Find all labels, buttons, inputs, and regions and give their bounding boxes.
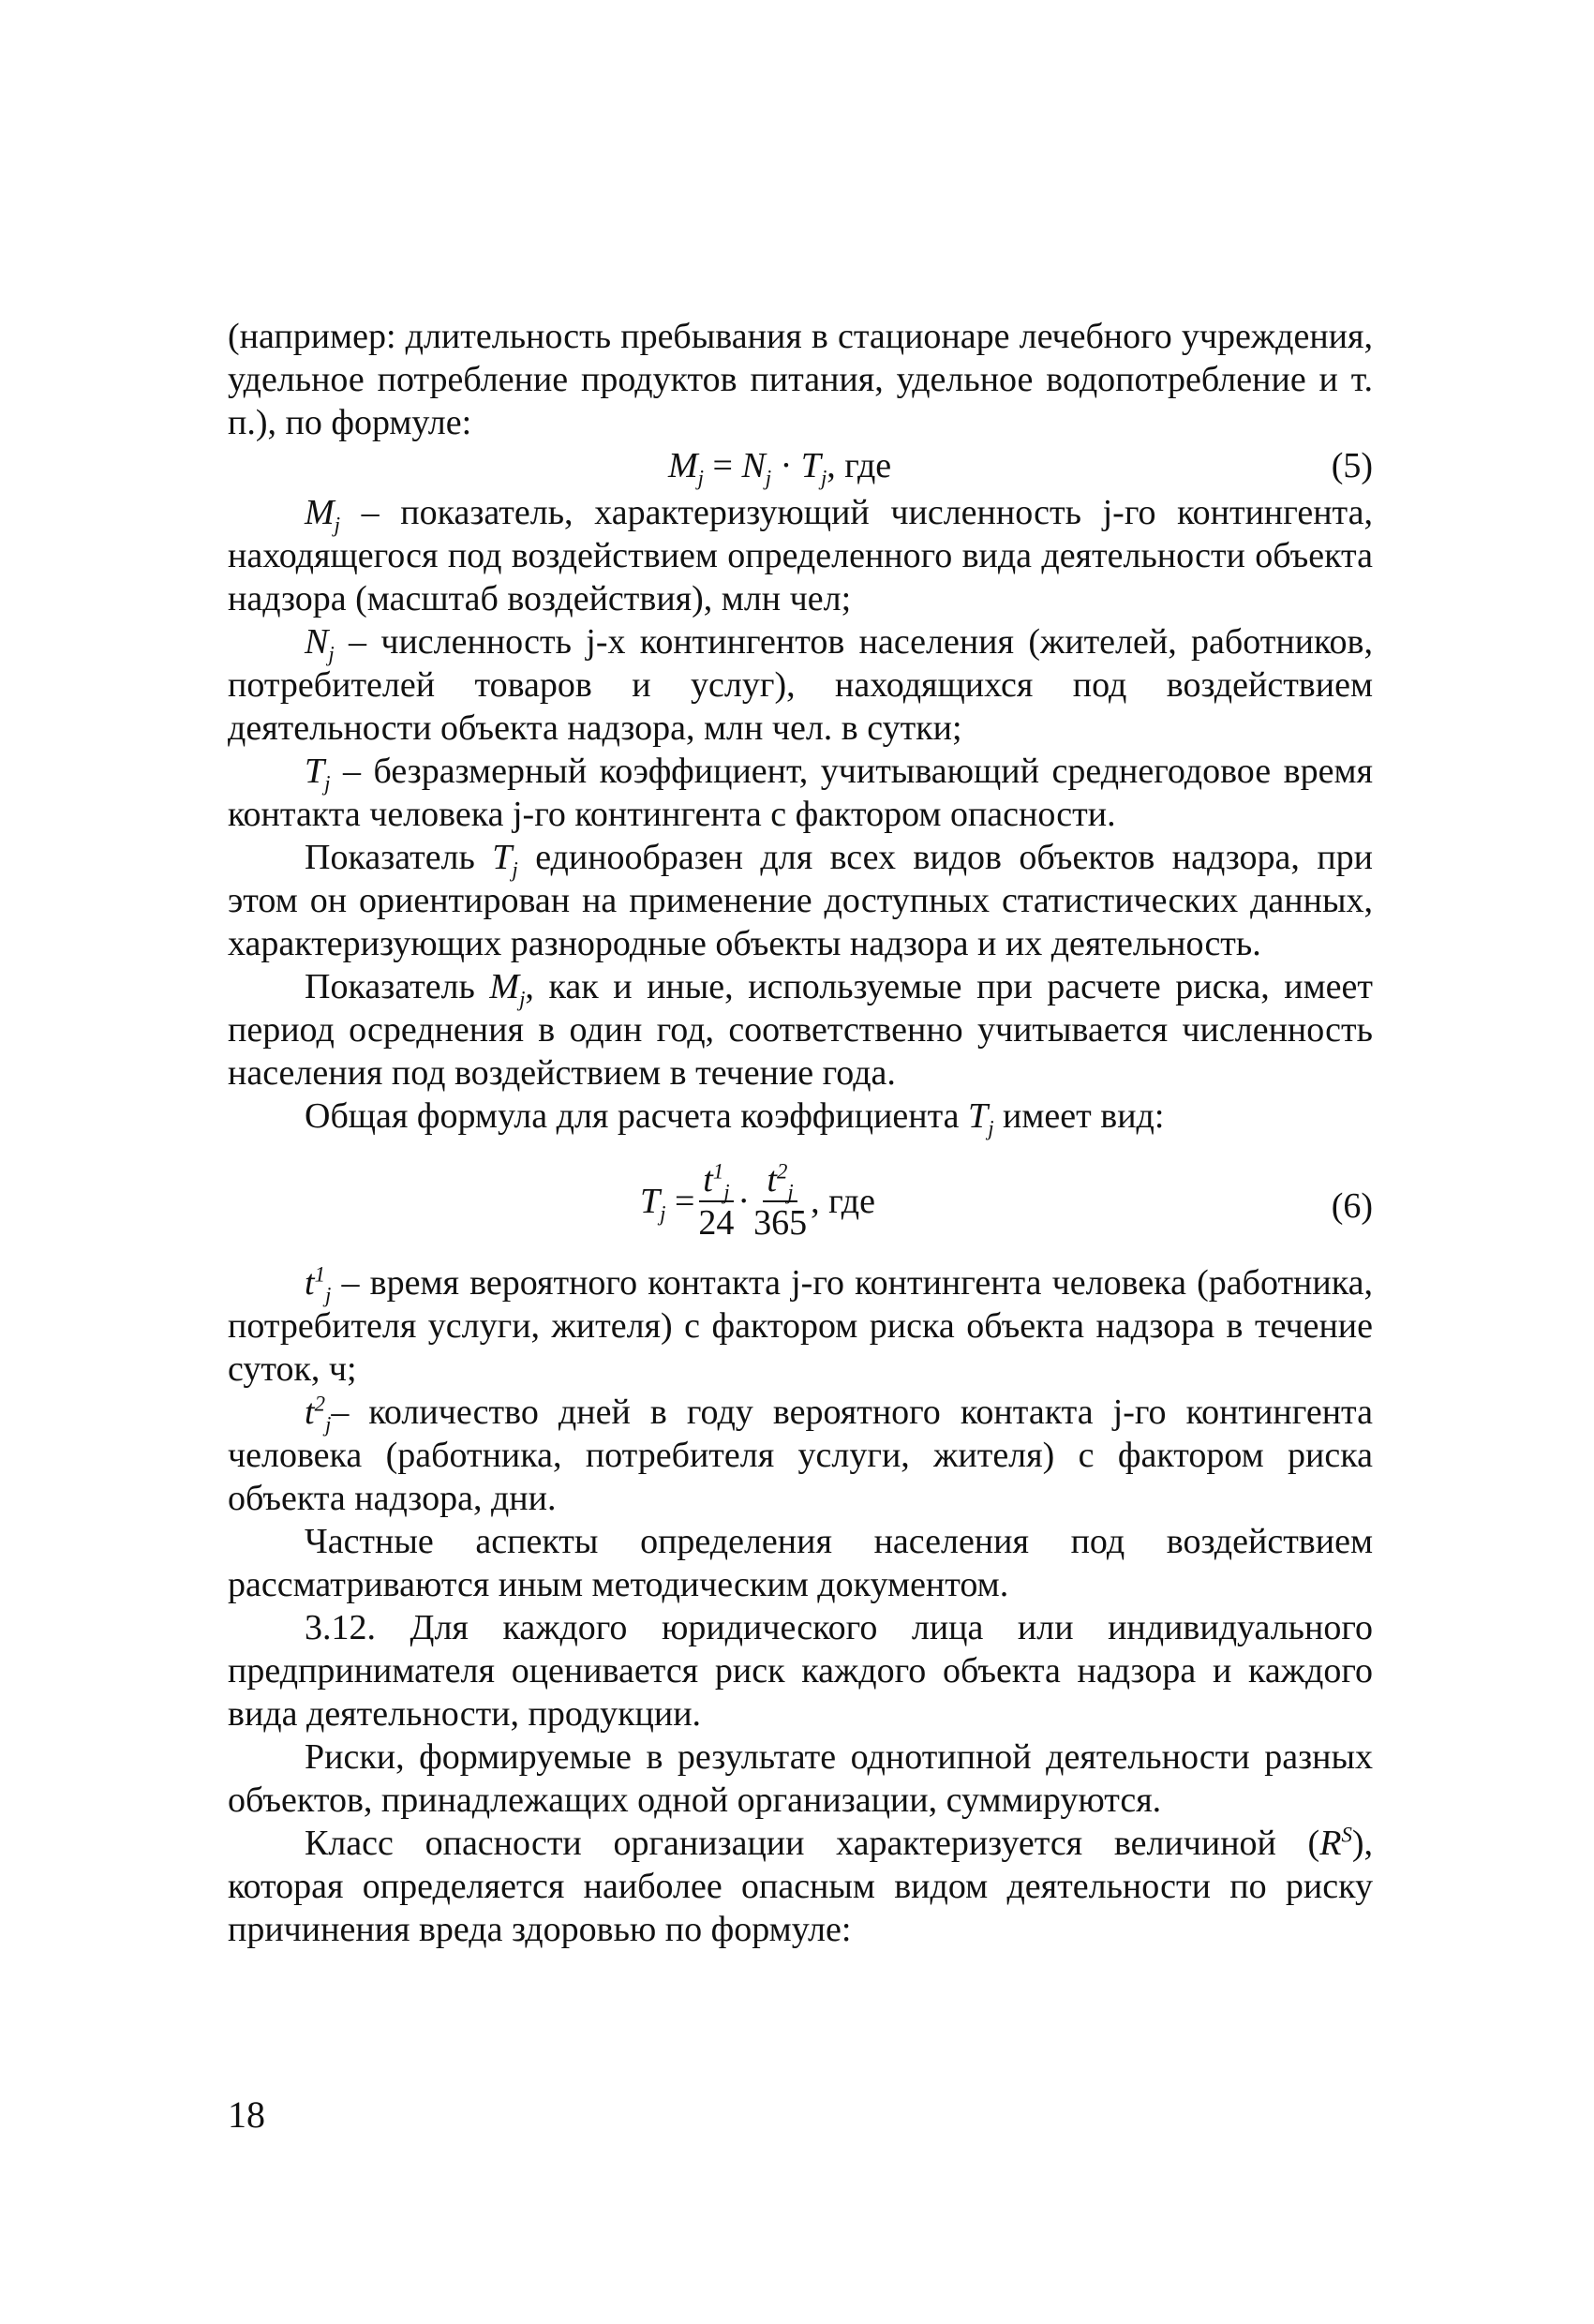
paragraph-mj: Показатель $M_j$, как и иные, используемые при расчете риска, имеет период осреднения в один год, соответственно учитывается численность населения под воздействием в течение года.: [228, 967, 1373, 1093]
fraction-2: $\frac{t^2_j}{365}$: [753, 1159, 808, 1243]
paragraph-general-formula: Общая формула для расчета коэффициента $T_j$ имеет вид:: [305, 1096, 1165, 1140]
formula-5: $M_j = N_j \cdot T_j$, где (5): [668, 446, 1373, 490]
definition-t1: $t^1_j$ – время вероятного контакта j-го контингента человека (работника, потребителя услуги, жителя) с фактором риска объекта надзора в течение суток, ч;: [228, 1262, 1373, 1389]
paragraph-3-12: 3.12. Для каждого юридического лица или индивидуального предпринимателя оценивается риск каждого объекта надзора и каждого вида деятельности, продукции.: [228, 1608, 1373, 1734]
definition-mj: $M_j$ – показатель, характеризующий численность j-го контингента, находящегося под воздействием определенного вида деятельности объекта надзора (масштаб воздействия), млн чел;: [228, 493, 1373, 618]
definition-t2: $t^2_j-$ количество дней в году вероятного контакта j-го контингента человека (работника, потребителя услуги, жителя) с фактором риска объекта надзора, дни.: [228, 1392, 1373, 1518]
paragraph-private-aspects: Частные аспекты определения населения под воздействием рассматриваются иным методическим документом.: [228, 1522, 1373, 1604]
formula-6: $T_j$ = $\frac{t^1_j}{24}$ · $\frac{t^2_j}{365}$ , где (6): [640, 1159, 1373, 1243]
definition-tj: $T_j$ – безразмерный коэффициент, учитывающий среднегодовое время контакта человека j-го контингента с фактором опасности.: [228, 752, 1373, 834]
paragraph-tj: Показатель $T_j$ единообразен для всех видов объектов надзора, при этом он ориентирован на применение доступных статистических данных, характеризующих разнородные объекты надзора и их деятельность.: [228, 838, 1373, 963]
paragraph-intro: (например: длительность пребывания в стационаре лечебного учреждения, удельное потребление продуктов питания, удельное водопотребление и т. п.), по формуле:: [228, 317, 1373, 442]
definition-nj: $N_j$ – численность j-х контингентов населения (жителей, работников, потребителей товаров и услуг), находящихся под воздействием деятельности объекта надзора, млн чел. в сутки;: [228, 622, 1373, 748]
page-number: 18: [228, 2093, 265, 2136]
formula-number-5: (5): [1331, 446, 1373, 485]
fraction-1: $\frac{t^1_j}{24}$: [698, 1159, 735, 1243]
formula-number-6: (6): [1331, 1186, 1373, 1226]
paragraph-risks-sum: Риски, формируемые в результате однотипной деятельности разных объектов, принадлежащих одной организации, суммируются.: [228, 1737, 1373, 1820]
paragraph-hazard-class: Класс опасности организации характеризуется величиной $(R^S)$, которая определяется наиболее опасным видом деятельности по риску причинения вреда здоровью по формуле:: [228, 1823, 1373, 1949]
body-text: [228, 315, 1373, 1951]
